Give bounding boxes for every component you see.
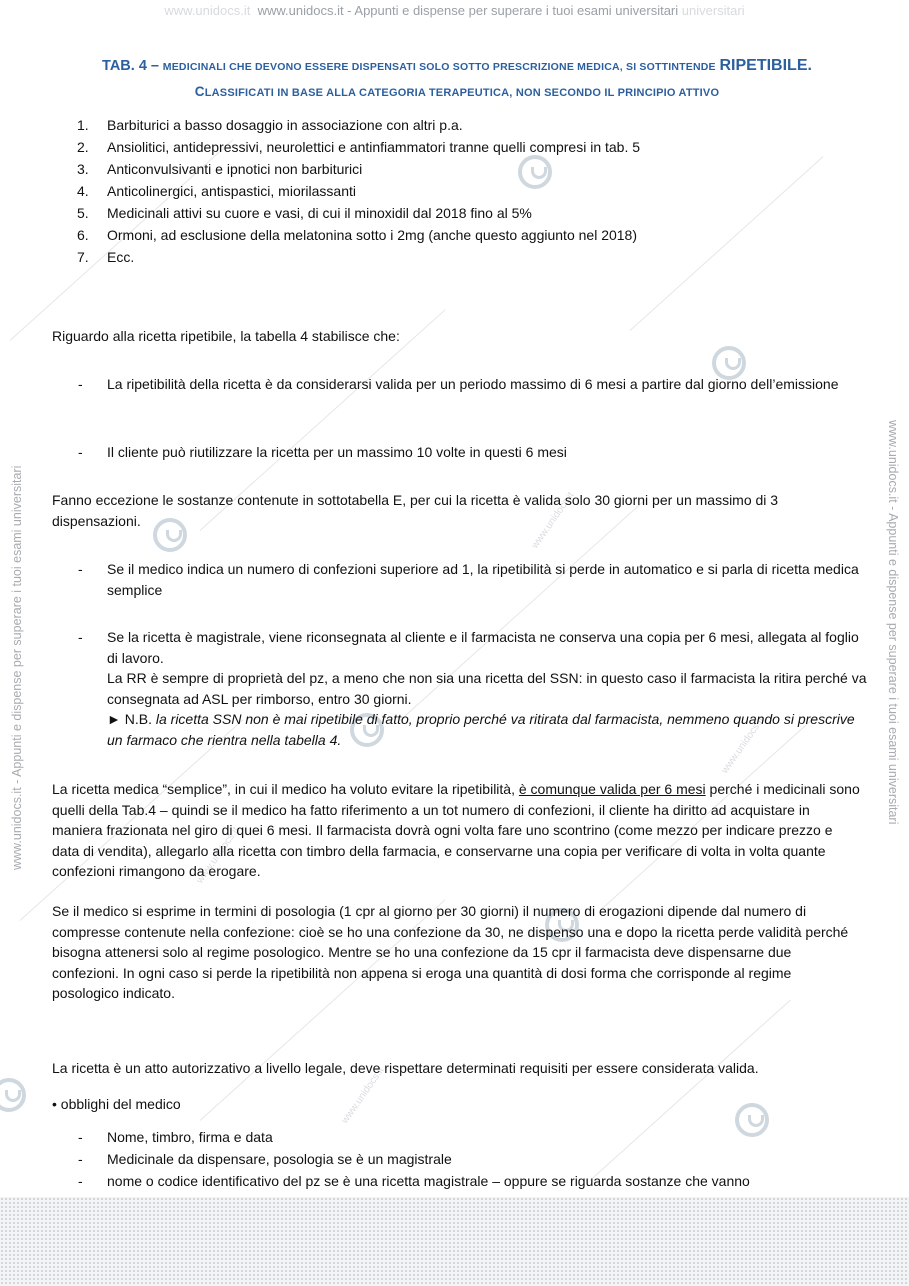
bullet-text [107,627,867,750]
magistrale-text: Se la ricetta è magistrale, viene riconsegnata al cliente e il farmacista ne conserva una copia per 6 mesi, allegata al foglio di lavoro. [107,629,859,666]
obblighi-label: • obblighi del medico [52,1096,181,1112]
subtitle-rest: LASSIFICATI IN BASE ALLA CATEGORIA TERAPEUTICA, NON SECONDO IL PRINCIPIO ATTIVO [204,87,720,99]
nb-text: la ricetta SSN non è mai ripetibile di fatto, proprio perché va ritirata dal farmacista, nemmeno quando si prescrive un farmaco che rientra nella tabella 4. [107,711,855,748]
dash-marker: - [78,561,83,577]
watermark-diag-1: www.unidocs.it [529,490,577,551]
bullet-text: Il cliente può riutilizzare la ricetta per un massimo 10 volte in questi 6 mesi [107,444,567,460]
table-subtitle [52,82,862,104]
watermark-diag-2: www.unidocs.it [719,715,767,776]
title-ripetibile: RIPETIBILE. [719,57,812,74]
paragraph-atto: La ricetta è un atto autorizzativo a livello legale, deve rispettare determinati requisiti per essere considerata valida. [52,1060,759,1076]
watermark-diag-3: www.unidocs.it [339,1065,387,1126]
dash-marker: - [78,1151,83,1167]
underlined-validita: è comunque valida per 6 mesi [518,781,706,797]
dash-marker: - [78,1173,83,1189]
rr-text: La RR è sempre di proprietà del pz, a meno che non sia una ricetta del SSN: in questo caso il farmacista la ritira perché va consegnata ad ASL per rimborso, entro 30 giorni. [107,670,867,707]
table-title [52,56,862,78]
unidocs-logo-icon [0,1078,26,1112]
bullet-text: Se il medico indica un numero di confezioni superiore ad 1, la ripetibilità si perde in automatico e si parla di ricetta medica semplice [107,561,859,598]
watermark-top-faded-right: universitari [681,3,745,18]
bullet-text: La ripetibilità della ricetta è da considerarsi valida per un periodo massimo di 6 mesi a partire dal giorno dell’emissione [107,376,839,392]
watermark-right: www.unidocs.it - Appunti e dispense per superare i tuoi esami universitari [886,420,900,825]
paragraph-intro: Riguardo alla ricetta ripetibile, la tabella 4 stabilisce che: [52,328,400,344]
nb-marker: ► N.B. [107,711,152,727]
dash-marker: - [78,629,83,645]
subtitle-cap: C [194,84,205,99]
paragraph-posologia: Se il medico si esprime in termini di posologia (1 cpr al giorno per 30 giorni) il numero di erogazioni dipende dal numero di compresse contenute nella confezione: cioè se ho una confezione da 30, ne dispenso una e dopo la ricetta perde validità perché bisogna attenersi solo al regime posologico. Mentre se ho una confezione da 15 cpr il farmacista deve dispensarne due confezioni. In ogni caso si perde la ripetibilità non appena si eroga una quantità di dosi forma che corrisponde al regime posologico indicato. [52,903,849,1001]
title-lead: TAB. 4 – [102,58,159,74]
watermark-top-text: www.unidocs.it - Appunti e dispense per superare i tuoi esami universitari [257,3,679,18]
nb-note [107,709,867,750]
watermark-top [0,3,909,18]
title-smallcaps: MEDICINALI CHE DEVONO ESSERE DISPENSATI SOLO SOTTO PRESCRIZIONE MEDICA, SI SOTTINTENDE [162,61,716,73]
dash-marker: - [78,376,83,392]
watermark-top-faded-left: www.unidocs.it [164,3,251,18]
watermark-diag-4: www.unidocs.it [194,825,242,886]
dash-marker: - [78,1129,83,1145]
decorative-line [630,156,824,331]
dash-marker: - [78,444,83,460]
paragraph-semplice: La ricetta medica “semplice”, in cui il medico ha voluto evitare la ripetibilità, è comunque valida per 6 mesi perché i medicinali sono quelli della Tab.4 – quindi se il medico ha fatto riferimento a un tot numero di confezioni, il cliente ha diritto ad acquistare in maniera frazionata nel giro di quei 6 mesi. Il farmacista dovrà ogni volta fare uno scontrino (come mezzo per indicare prezzo e data di vendita), allegarlo alla ricetta con timbro della farmacia, e conservarne una copia per verificare di volta in volta quante confezioni rimangono da erogare. [52,781,860,879]
paragraph-eccezione: Fanno eccezione le sostanze contenute in sottotabella E, per cui la ricetta è valida solo 30 giorni per un massimo di 3 dispensazioni. [52,492,779,529]
unidocs-logo-icon [518,155,552,189]
page-cutoff-pattern [0,1197,909,1286]
watermark-left: www.unidocs.it - Appunti e dispense per superare i tuoi esami universitari [10,465,24,870]
